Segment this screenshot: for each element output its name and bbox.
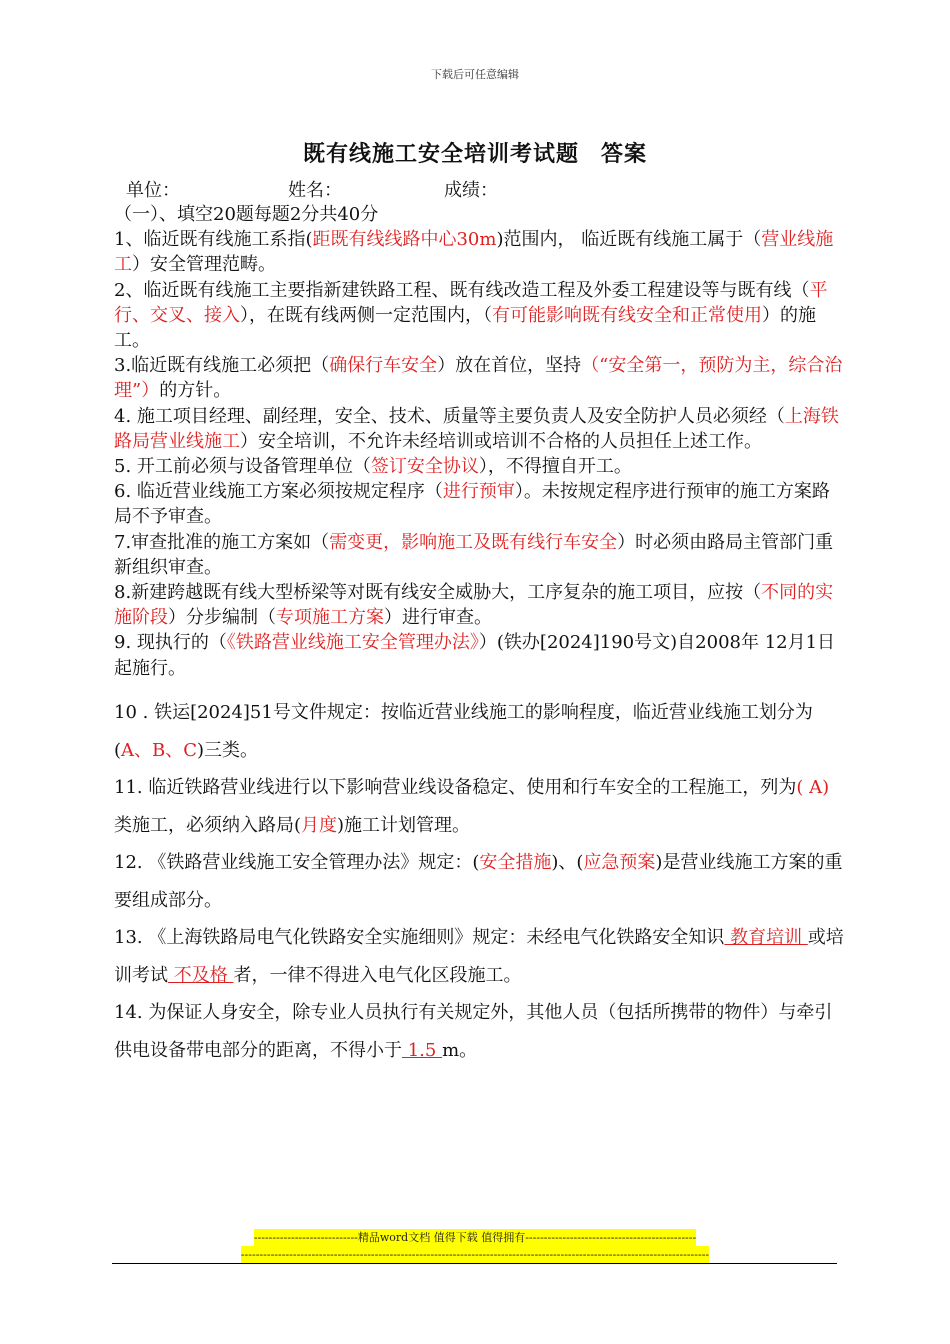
page-title bbox=[0, 137, 950, 168]
section-heading: （一）、填空20题每题2分共40分 bbox=[114, 204, 379, 225]
footer-rule bbox=[112, 1263, 837, 1264]
answer: 月度 bbox=[301, 814, 338, 836]
questions-sparse bbox=[114, 694, 844, 1069]
question-12: 12. 《铁路营业线施工安全管理办法》规定：(安全措施)、(应急预案)是营业线施工方案的重要组成部分。 bbox=[114, 852, 843, 911]
answer: A、B、C bbox=[121, 739, 198, 761]
score-label: 成绩： bbox=[444, 180, 498, 201]
answer: 1.5 bbox=[402, 1039, 443, 1061]
name-label: 姓名： bbox=[288, 180, 342, 201]
title-main: 既有线施工安全培训考试题 bbox=[302, 141, 579, 167]
answer: 不及格 bbox=[168, 964, 234, 986]
answer: 教育培训 bbox=[724, 927, 808, 948]
answer: 签订安全协议 bbox=[370, 456, 479, 478]
question-3: 3.临近既有线施工必须把（确保行车安全）放在首位，坚持（“安全第一，预防为主，综合治理”）的方针。 bbox=[114, 355, 843, 402]
answer: 《铁路营业线施工安全管理办法》 bbox=[226, 632, 479, 654]
answer: 不同的实施阶段 bbox=[114, 582, 834, 629]
answer: 进行预审 bbox=[442, 481, 515, 503]
question-13: 13. 《上海铁路局电气化铁路安全实施细则》规定：未经电气化铁路安全知识 教育培训 或培训考试 不及格 者，一律不得进入电气化区段施工。 bbox=[114, 927, 844, 986]
question-4: 4. 施工项目经理、副经理，安全、技术、质量等主要负责人及安全防护人员必须经（上海铁路局营业线施工）安全培训，不允许未经培训或培训不合格的人员担任上述工作。 bbox=[114, 405, 839, 452]
answer: 营业线施工 bbox=[114, 229, 834, 276]
question-8: 8.新建跨越既有线大型桥梁等对既有线安全威胁大，工序复杂的施工项目，应按（不同的实施阶段）分步编制（专项施工方案）进行审查。 bbox=[114, 582, 834, 629]
answer: 上海铁路局营业线施工 bbox=[114, 405, 839, 452]
answer: （“安全第一，预防为主，综合治理”） bbox=[114, 355, 843, 402]
question-1: 1、临近既有线施工系指(距既有线线路中心30m)范围内， 临近既有线施工属于（营业线施工）安全管理范畴。 bbox=[114, 229, 834, 276]
footer-line-2: ------------------------------------------------------------------------------------------------------------------------------ bbox=[240, 1248, 710, 1261]
info-line bbox=[126, 176, 498, 202]
answer: 需变更，影响施工及既有线行车安全 bbox=[329, 531, 618, 553]
page-header: 下载后可任意编辑 bbox=[431, 68, 519, 81]
answer: ( A) bbox=[796, 777, 830, 798]
answer: 安全措施 bbox=[479, 852, 552, 873]
title-suffix: 答案 bbox=[601, 141, 648, 167]
question-5: 5. 开工前必须与设备管理单位（签订安全协议），不得擅自开工。 bbox=[114, 456, 632, 478]
answer: 距既有线线路中心30m bbox=[312, 229, 497, 251]
question-11: 11. 临近铁路营业线进行以下影响营业线设备稳定、使用和行车安全的工程施工，列为( A) 类施工，必须纳入路局(月度)施工计划管理。 bbox=[114, 777, 830, 836]
footer-line-1: ----------------------------精品word文档 值得下载 值得拥有---------------------------------------------- bbox=[253, 1231, 697, 1244]
question-2: 2、临近既有线施工主要指新建铁路工程、既有线改造工程及外委工程建设等与既有线（平行、交叉、接入），在既有线两侧一定范围内，（有可能影响既有线安全和正常使用）的施工。 bbox=[114, 279, 828, 352]
answer: 专项施工方案 bbox=[276, 607, 384, 629]
question-14: 14. 为保证人身安全，除专业人员执行有关规定外，其他人员（包括所携带的物件）与牵引供电设备带电部分的距离，不得小于 1.5 m。 bbox=[114, 1002, 833, 1061]
question-6: 6. 临近营业线施工方案必须按规定程序（进行预审）。未按规定程序进行预审的施工方案路局不予审查。 bbox=[114, 481, 830, 528]
answer: 应急预案 bbox=[583, 852, 656, 873]
questions-dense bbox=[114, 202, 844, 681]
question-10: 10 . 铁运[2024]51号文件规定：按临近营业线施工的影响程度，临近营业线施工划分为 (A、B、C)三类。 bbox=[114, 702, 813, 761]
answer: 确保行车安全 bbox=[329, 355, 438, 377]
question-9: 9. 现执行的（《铁路营业线施工安全管理办法》）(铁办[2024]190号文)自2008年 12月1日起施行。 bbox=[114, 632, 836, 679]
answer: 有可能影响既有线安全和正常使用 bbox=[492, 304, 762, 326]
answer: 平行、交叉、接入 bbox=[114, 279, 828, 326]
footer-banner bbox=[0, 1229, 950, 1263]
unit-label: 单位： bbox=[126, 180, 180, 201]
question-7: 7.审查批准的施工方案如（需变更，影响施工及既有线行车安全）时必须由路局主管部门重新组织审查。 bbox=[114, 531, 834, 578]
